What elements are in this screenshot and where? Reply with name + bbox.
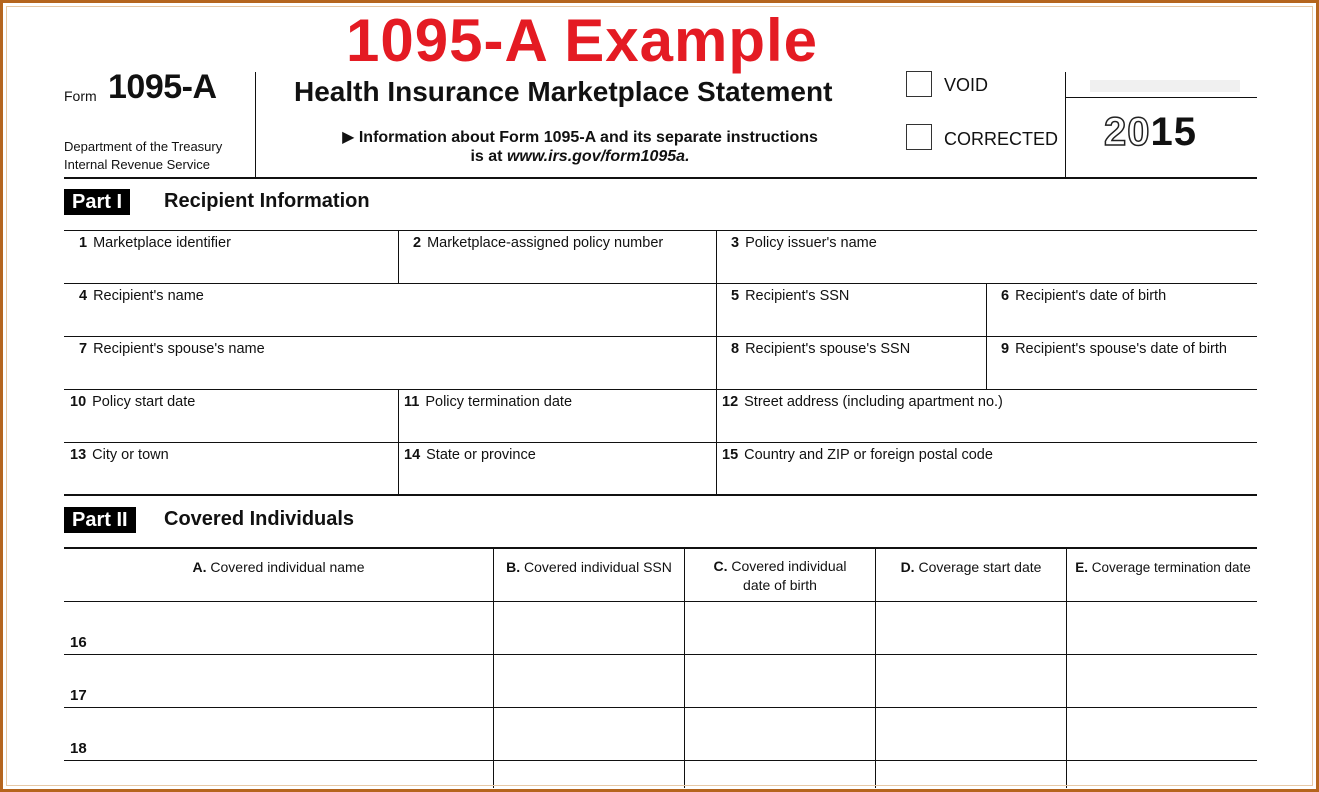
column-a-header: A. Covered individual name [192,559,365,575]
example-banner: 1095-A Example [346,7,819,74]
part1-vline-r45 [398,389,399,494]
field-5[interactable]: 5 Recipient's SSN [731,288,850,304]
header-bottom-rule [64,177,1257,179]
header-divider-right [1065,72,1066,178]
field-6[interactable]: 6 Recipient's date of birth [1001,288,1167,304]
part2-vline-d [875,548,876,788]
part1-rule-2 [64,336,1257,337]
part1-rule-4 [64,442,1257,443]
instructions-info [300,128,860,166]
corrected-checkbox[interactable] [906,124,932,150]
part1-rule-5 [64,494,1257,496]
column-e-header: E. Coverage termination date [1075,560,1251,575]
form-number: 1095-A [108,68,217,106]
info-prefix: is at [470,148,507,165]
part-1-tag: Part I [64,189,130,215]
row-16-number: 16 [70,634,87,651]
header-divider-left [255,72,256,178]
omb-number-area [1090,80,1240,92]
part1-rule-0 [64,230,1257,231]
department-block [64,138,222,174]
part2-vline-e [1066,548,1067,788]
tax-year [1104,110,1197,155]
field-3[interactable]: 3 Policy issuer's name [731,235,877,251]
field-10[interactable]: 10 Policy start date [70,394,196,410]
field-8[interactable]: 8 Recipient's spouse's SSN [731,341,911,357]
field-11[interactable]: 11 Policy termination date [404,394,573,410]
part1-rule-1 [64,283,1257,284]
part2-rule-top [64,547,1257,549]
row-17-number: 17 [70,687,87,704]
part1-vline-r1a [398,230,399,283]
field-4[interactable]: 4 Recipient's name [79,288,204,304]
field-7[interactable]: 7 Recipient's spouse's name [79,341,265,357]
form-title: Health Insurance Marketplace Statement [294,76,833,107]
info-line-2 [300,147,860,166]
irs-url-link[interactable]: www.irs.gov/form1095a. [506,148,690,165]
part1-vline-r23 [986,283,987,389]
part2-rule-17 [64,707,1257,708]
part2-rule-16 [64,654,1257,655]
field-14[interactable]: 14 State or province [404,447,536,463]
corrected-label: CORRECTED [944,129,1059,149]
field-12[interactable]: 12 Street address (including apartment no.) [722,394,1003,410]
omb-divider [1066,97,1257,98]
void-label: VOID [944,75,989,95]
field-15[interactable]: 15 Country and ZIP or foreign postal code [722,447,993,463]
field-9[interactable]: 9 Recipient's spouse's date of birth [1001,341,1227,357]
part-1-title: Recipient Information [164,190,370,212]
form-word: Form [64,88,97,104]
column-c-header: C. Covered individual date of birth [713,558,847,593]
part-2-title: Covered Individuals [164,508,355,530]
part1-vline-main [716,230,717,494]
row-18-number: 18 [70,740,87,757]
part2-vline-b [493,548,494,788]
part-2-tag: Part II [64,507,136,533]
field-1[interactable]: 1 Marketplace identifier [79,235,231,251]
year-outline: 20 [1104,110,1151,154]
part2-rule-header [64,601,1257,602]
part2-rule-18 [64,760,1257,761]
field-2[interactable]: 2 Marketplace-assigned policy number [413,235,664,251]
void-checkbox[interactable] [906,71,932,97]
part1-rule-3 [64,389,1257,390]
field-13[interactable]: 13 City or town [70,447,169,463]
column-d-header: D. Coverage start date [900,559,1042,575]
dept-line-irs: Internal Revenue Service [64,157,210,172]
year-solid: 15 [1150,110,1197,154]
info-line-1: ▶ Information about Form 1095-A and its separate instructions [342,129,818,146]
dept-line-treasury: Department of the Treasury [64,139,223,154]
column-b-header: B. Covered individual SSN [506,559,672,575]
